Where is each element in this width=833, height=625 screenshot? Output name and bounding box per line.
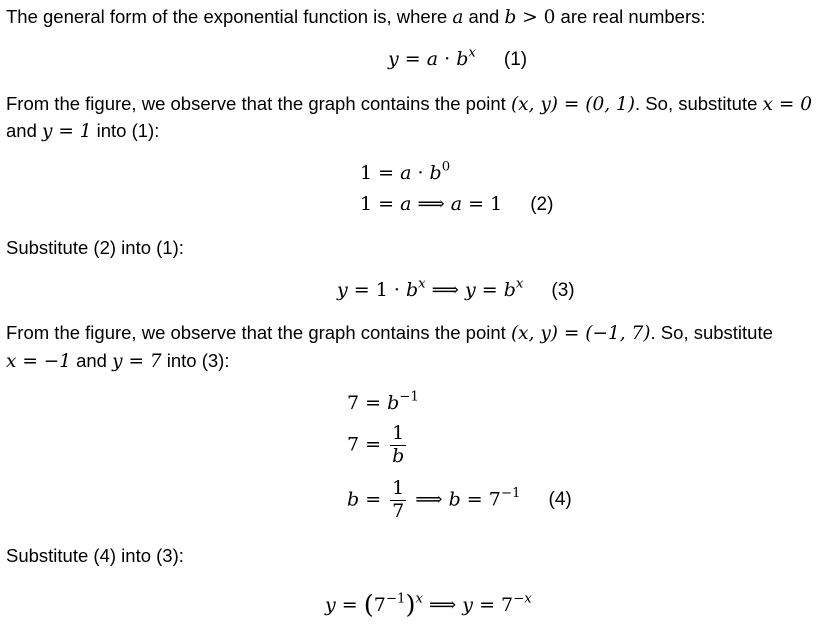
eq-exponent: −1 <box>385 591 406 607</box>
math-sub-x: x = 0 <box>762 94 813 115</box>
equation-4a <box>347 389 419 414</box>
equation-2 <box>360 193 553 216</box>
eq-num: 7 <box>373 593 386 616</box>
eq-num: 7 <box>488 488 501 511</box>
equation-2a <box>360 159 451 184</box>
eq-var: b <box>503 279 516 301</box>
eq-num: 1 <box>360 193 373 215</box>
eq-exponent: x <box>418 276 426 292</box>
fraction <box>390 479 406 522</box>
eq-op: = <box>335 593 364 616</box>
text-fragment: and <box>6 120 43 141</box>
math-gt-zero: > 0 <box>516 7 556 28</box>
eq-var: a <box>450 193 463 215</box>
eq-op: = <box>347 279 376 301</box>
eq-num: 7 <box>347 392 360 414</box>
eq-var: b <box>405 279 419 301</box>
eq-exponent: −x <box>513 591 532 607</box>
text-fragment: and <box>70 350 113 371</box>
eq-op: = <box>372 193 401 215</box>
math-sub-x: x = −1 <box>6 351 71 372</box>
eq-exponent: −1 <box>500 485 521 501</box>
paragraph-point-0-1-line1 <box>6 93 812 115</box>
text-fragment: into (3): <box>161 350 230 371</box>
math-sub-y: y = 1 <box>42 121 92 142</box>
eq-var: b <box>448 488 461 511</box>
eq-exponent: x <box>468 45 476 61</box>
eq-var: b <box>387 392 400 414</box>
equation-3 <box>337 276 575 302</box>
eq-num: 1 <box>490 193 503 215</box>
eq-exponent: −1 <box>399 389 419 405</box>
equation-tag: (4) <box>548 489 572 511</box>
paragraph-point-0-1-line2 <box>6 120 159 142</box>
eq-var: b <box>347 488 360 511</box>
paragraph-substitute-2-into-1: Substitute (2) into (1): <box>6 237 184 258</box>
text-fragment: are real numbers: <box>555 6 706 27</box>
eq-var: b <box>456 48 469 70</box>
eq-implies: ⟹ <box>425 279 465 301</box>
eq-implies: ⟹ <box>411 193 451 215</box>
equation-5 <box>325 590 532 620</box>
fraction-denominator: b <box>392 444 405 467</box>
math-var-b: b <box>504 7 517 28</box>
eq-var: y <box>325 593 336 616</box>
math-point: (x, y) = (0, 1) <box>510 94 636 115</box>
eq-num: 1 <box>360 162 373 184</box>
eq-num: 7 <box>347 433 360 456</box>
text-fragment: The general form of the exponential function is, where <box>6 6 453 27</box>
eq-op: = <box>462 193 491 215</box>
math-point: (x, y) = (−1, 7) <box>510 323 651 344</box>
eq-op: · <box>411 162 430 184</box>
eq-var: b <box>429 162 442 184</box>
eq-num: 7 <box>501 593 514 616</box>
text-fragment: into (1): <box>91 120 160 141</box>
eq-op: = <box>398 48 427 70</box>
eq-op: · <box>387 279 406 301</box>
paragraph-substitute-4-into-3: Substitute (4) into (3): <box>6 545 184 566</box>
text-fragment: From the figure, we observe that the graph contains the point <box>6 322 511 343</box>
eq-op: = <box>475 279 504 301</box>
eq-implies: ⟹ <box>409 488 449 511</box>
eq-op: = <box>473 593 502 616</box>
text-fragment: . So, substitute <box>650 322 773 343</box>
math-sub-y: y = 7 <box>112 351 162 372</box>
paragraph-point-neg1-7-line2 <box>6 350 229 372</box>
paragraph-point-neg1-7-line1 <box>6 322 773 344</box>
math-var-a: a <box>452 7 464 28</box>
eq-op: = <box>359 392 388 414</box>
text-fragment: From the figure, we observe that the graph contains the point <box>6 93 511 114</box>
text-fragment: and <box>463 6 505 27</box>
eq-paren: ( <box>363 590 374 620</box>
equation-tag: (3) <box>551 280 575 301</box>
equation-tag: (2) <box>530 194 554 215</box>
equation-4b <box>347 424 409 467</box>
eq-exponent: x <box>515 276 524 292</box>
eq-var: y <box>464 279 476 301</box>
fraction-denominator: 7 <box>392 499 405 522</box>
eq-var: y <box>337 279 348 301</box>
eq-num: 1 <box>375 279 388 301</box>
eq-var: a <box>400 162 412 184</box>
eq-op: = <box>372 162 401 184</box>
eq-var: a <box>400 193 412 215</box>
eq-var: y <box>388 48 399 70</box>
text-fragment: . So, substitute <box>635 93 763 114</box>
eq-op: · <box>438 48 457 70</box>
eq-var: y <box>462 593 474 616</box>
fraction-numerator: 1 <box>392 422 405 444</box>
eq-op: = <box>460 488 489 511</box>
eq-paren: ) <box>405 590 416 620</box>
eq-var: a <box>426 48 439 70</box>
paragraph-general-form <box>6 6 706 28</box>
eq-implies: ⟹ <box>422 593 463 616</box>
fraction-numerator: 1 <box>392 477 405 499</box>
eq-op: = <box>359 488 388 511</box>
fraction <box>390 424 406 467</box>
equation-1 <box>388 45 528 71</box>
eq-exponent: 0 <box>441 159 451 175</box>
eq-op: = <box>359 433 388 456</box>
equation-tag: (1) <box>503 49 528 70</box>
equation-4 <box>347 479 572 522</box>
eq-exponent: x <box>415 591 423 607</box>
